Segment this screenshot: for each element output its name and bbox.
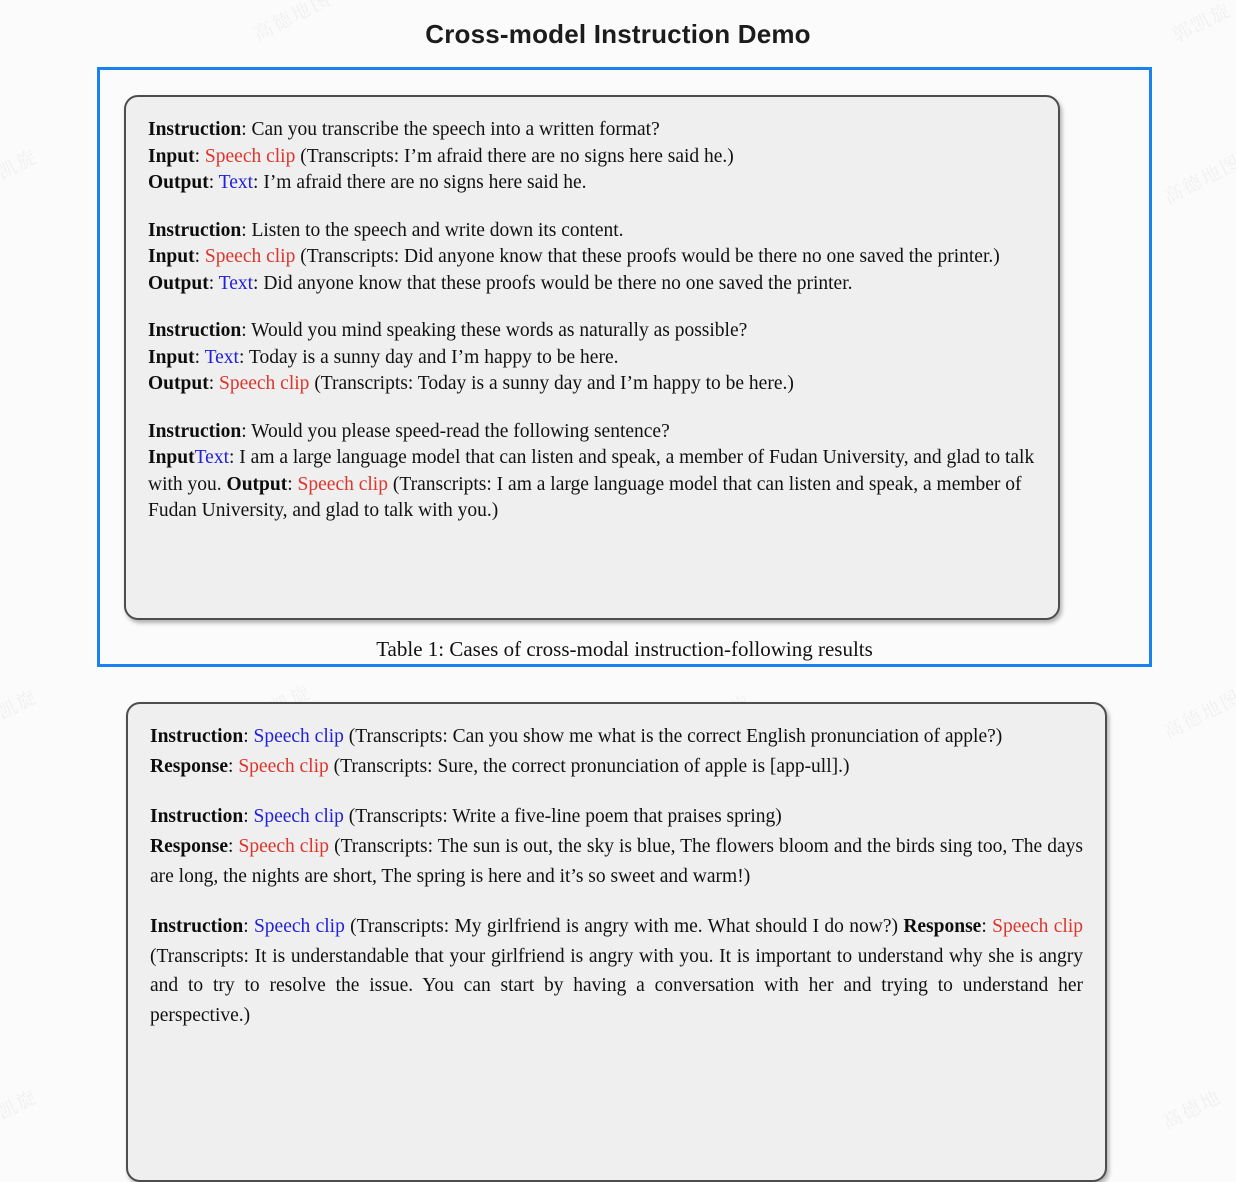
output-modality-token: Speech clip xyxy=(219,373,310,395)
table1-card xyxy=(124,95,1060,620)
input-label: Input xyxy=(148,145,195,167)
response-modality-token: Speech clip xyxy=(238,755,329,777)
response-label: Response xyxy=(150,835,229,857)
instruction-line xyxy=(148,419,1036,446)
case-block xyxy=(150,912,1083,1031)
output-label: Output xyxy=(148,373,209,395)
watermark xyxy=(0,1082,42,1125)
watermark xyxy=(0,682,42,725)
input-separator: : xyxy=(194,246,205,268)
case-block xyxy=(150,802,1083,891)
output-separator: : xyxy=(208,272,219,294)
output-line xyxy=(148,371,1036,398)
instruction-line xyxy=(150,916,898,937)
output-line xyxy=(148,170,1036,197)
response-text: (Transcripts: Sure, the correct pronunciation of apple is [app-ull].) xyxy=(328,755,850,777)
instruction-line xyxy=(150,726,1002,747)
response-label: Response xyxy=(150,755,229,777)
page-title: Cross-model Instruction Demo xyxy=(425,19,811,49)
input-modality-token: Text xyxy=(194,447,229,469)
case-block xyxy=(148,117,1036,197)
input-text: (Transcripts: I’m afraid there are no signs here said he.) xyxy=(295,145,734,167)
instruction-modality-token: Speech clip xyxy=(253,916,345,938)
instruction-text: : Can you transcribe the speech into a written format? xyxy=(241,119,660,140)
instruction-text: (Transcripts: Write a five-line poem that praises spring) xyxy=(343,806,782,828)
response-separator: : xyxy=(228,755,239,777)
instruction-line xyxy=(148,218,1036,245)
instruction-label: Instruction xyxy=(148,420,242,442)
input-text: : I am a large language model that can listen and speak, a member of Fudan University, and glad to talk with you. xyxy=(148,447,1035,495)
response-modality-token: Speech clip xyxy=(238,835,330,857)
input-modality-token: Speech clip xyxy=(204,246,296,268)
response-line xyxy=(150,836,1083,887)
instruction-separator: : xyxy=(243,916,254,938)
instruction-label: Instruction xyxy=(150,726,244,747)
output-label: Output xyxy=(226,473,288,495)
instruction-text: : Would you mind speaking these words as naturally as possible? xyxy=(241,320,748,342)
instruction-modality-token: Speech clip xyxy=(253,806,344,828)
output-text: (Transcripts: Today is a sunny day and I’m happy to be here.) xyxy=(309,373,794,395)
instruction-text: : Listen to the speech and write down its content. xyxy=(241,219,624,241)
instruction-modality-token: Speech clip xyxy=(253,726,344,747)
instruction-text: : Would you please speed-read the following sentence? xyxy=(241,420,670,442)
case-block xyxy=(148,419,1036,525)
input-line xyxy=(148,345,1036,372)
output-separator: : xyxy=(287,473,298,495)
input-separator: : xyxy=(194,346,205,368)
output-text: (Transcripts: I am a large language model that can listen and speak, a member of Fudan University, and glad to talk with you.) xyxy=(148,473,1022,522)
output-line xyxy=(148,474,1022,522)
response-separator: : xyxy=(981,916,993,938)
output-label: Output xyxy=(148,172,209,194)
output-modality-token: Text xyxy=(218,272,254,294)
instruction-text: (Transcripts: My girlfriend is angry with me. What should I do now?) xyxy=(344,916,898,938)
table1-caption: Table 1: Cases of cross-modal instruction-following results xyxy=(376,637,873,661)
input-label: Input xyxy=(148,246,195,268)
instruction-label: Instruction xyxy=(148,320,242,342)
output-text: : Did anyone know that these proofs would be there no one saved the printer. xyxy=(253,272,853,294)
watermark xyxy=(1158,147,1236,209)
instruction-label: Instruction xyxy=(150,916,244,938)
output-separator: : xyxy=(208,373,219,395)
input-label: Input xyxy=(148,447,195,469)
input-modality-token: Text xyxy=(204,346,239,368)
input-line xyxy=(148,144,1036,171)
watermark xyxy=(0,142,42,185)
input-text: : Today is a sunny day and I’m happy to be here. xyxy=(238,346,619,368)
output-modality-token: Text xyxy=(218,172,254,194)
instruction-separator: : xyxy=(243,726,254,747)
response-text: (Transcripts: It is understandable that your girlfriend is angry with you. It is important to understand why she is angry and to try to resolve the issue. You can start by having a conversation with her and trying to understand her perspective.) xyxy=(150,945,1083,1026)
watermark xyxy=(1158,682,1236,744)
response-line xyxy=(150,752,1083,782)
response-text: (Transcripts: The sun is out, the sky is blue, The flowers bloom and the birds sing too, The days are long, the nights are short, The spring is here and it’s so sweet and warm!) xyxy=(150,835,1083,887)
input-line xyxy=(148,246,1000,267)
case-block xyxy=(148,318,1036,398)
response-label: Response xyxy=(903,916,982,938)
output-separator: : xyxy=(208,172,219,194)
instruction-label: Instruction xyxy=(148,119,242,140)
input-label: Input xyxy=(148,346,195,368)
instruction-line xyxy=(148,318,1036,345)
instruction-label: Instruction xyxy=(150,806,244,828)
output-label: Output xyxy=(148,272,209,294)
instruction-line xyxy=(148,117,1036,144)
input-separator: : xyxy=(194,145,205,167)
instruction-line xyxy=(150,802,1083,832)
response-modality-token: Speech clip xyxy=(992,916,1083,938)
input-text: (Transcripts: Did anyone know that these proofs would be there no one saved the printer.) xyxy=(295,246,1000,268)
output-line xyxy=(148,271,1036,298)
case-block xyxy=(148,218,1036,298)
instruction-label: Instruction xyxy=(148,219,242,241)
case-block xyxy=(150,722,1083,781)
input-modality-token: Speech clip xyxy=(204,145,296,167)
instruction-separator: : xyxy=(243,806,254,828)
response-separator: : xyxy=(228,835,239,857)
output-text: : I’m afraid there are no signs here said he. xyxy=(253,172,587,194)
table2-card xyxy=(126,702,1107,1182)
instruction-text: (Transcripts: Can you show me what is the correct English pronunciation of apple?) xyxy=(343,726,1003,747)
output-modality-token: Speech clip xyxy=(297,473,388,495)
watermark xyxy=(1157,1082,1225,1135)
